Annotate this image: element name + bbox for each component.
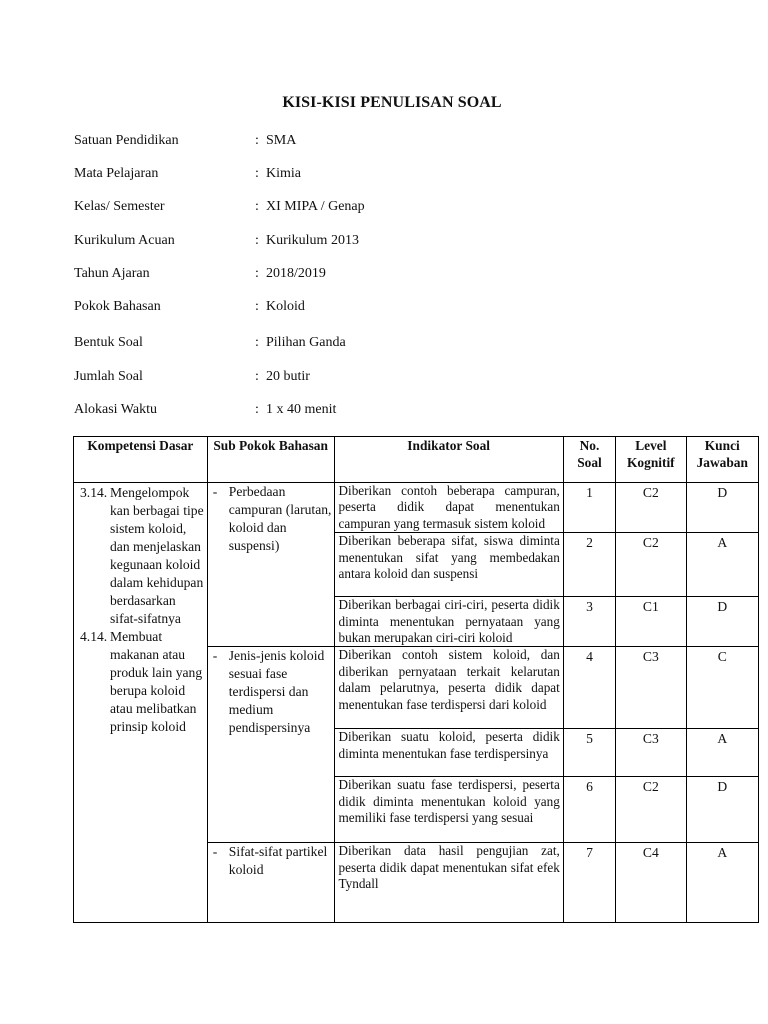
no-soal-cell: 4: [563, 647, 615, 729]
info-colon: :: [255, 233, 259, 248]
info-colon: :: [255, 199, 259, 214]
info-value: Pilihan Ganda: [266, 335, 346, 350]
no-soal-cell: 2: [563, 533, 615, 597]
kd-text-first: Membuat: [110, 629, 163, 644]
info-value: Koloid: [266, 299, 305, 314]
info-colon: :: [255, 299, 259, 314]
kunci-jawaban-cell: D: [686, 483, 758, 533]
no-soal-cell: 6: [563, 777, 615, 843]
info-label: Pokok Bahasan: [74, 299, 161, 314]
level-kognitif-cell: C3: [616, 729, 686, 777]
info-label: Bentuk Soal: [74, 335, 143, 350]
kunci-jawaban-cell: C: [686, 647, 758, 729]
header-sub-pokok-bahasan: Sub Pokok Bahasan: [207, 437, 334, 483]
header-kompetensi-dasar: Kompetensi Dasar: [74, 437, 208, 483]
sub-pokok-item: [212, 647, 332, 737]
no-soal-cell: 3: [563, 597, 615, 647]
header-kunci-jawaban: Kunci Jawaban: [686, 437, 758, 483]
level-kognitif-cell: C1: [616, 597, 686, 647]
info-value: 20 butir: [266, 369, 310, 384]
info-label: Alokasi Waktu: [74, 402, 157, 417]
info-colon: :: [255, 402, 259, 417]
header-indikator-soal: Indikator Soal: [334, 437, 563, 483]
info-colon: :: [255, 335, 259, 350]
info-label: Tahun Ajaran: [74, 266, 150, 281]
kd-number: 3.14.: [80, 485, 108, 500]
dash-bullet: -: [212, 648, 218, 664]
kd-item: [80, 628, 204, 736]
kisi-kisi-table: [73, 436, 759, 923]
table-header-row: [74, 437, 759, 483]
kunci-jawaban-cell: A: [686, 843, 758, 923]
level-kognitif-cell: C2: [616, 777, 686, 843]
kd-text-first: Mengelompok: [110, 485, 190, 500]
info-colon: :: [255, 166, 259, 181]
info-value: SMA: [266, 133, 297, 148]
kd-text: makanan atau produk lain yang berupa koloid atau melibatkan prinsip koloid: [110, 647, 203, 734]
indikator-cell: Diberikan suatu fase terdispersi, peserta didik diminta menentukan koloid yang memiliki fase terdispersi yang sesuai: [334, 777, 563, 843]
sub-pokok-cell: [207, 843, 334, 923]
kd-text: kan berbagai tipe sistem koloid, dan menjelaskan kegunaan koloid dalam kehidupan berdasarkan sifat-sifatnya: [110, 503, 204, 626]
document-title: KISI-KISI PENULISAN SOAL: [282, 94, 502, 111]
sub-pokok-cell: [207, 647, 334, 843]
info-value: 1 x 40 menit: [266, 402, 337, 417]
sub-pokok-text: Jenis-jenis koloid sesuai fase terdispersi dan medium pendispersinya: [228, 648, 325, 736]
info-label: Mata Pelajaran: [74, 166, 159, 181]
sub-pokok-cell: [207, 483, 334, 647]
sub-pokok-item: [212, 843, 332, 879]
header-no-soal: No. Soal: [563, 437, 615, 483]
info-value: XI MIPA / Genap: [266, 199, 365, 214]
dash-bullet: -: [212, 844, 218, 860]
sub-pokok-text: Sifat-sifat partikel koloid: [228, 844, 328, 878]
header-level-kognitif: Level Kognitif: [616, 437, 686, 483]
kunci-jawaban-cell: D: [686, 597, 758, 647]
info-label: Kelas/ Semester: [74, 199, 165, 214]
info-colon: :: [255, 369, 259, 384]
no-soal-cell: 5: [563, 729, 615, 777]
level-kognitif-cell: C2: [616, 483, 686, 533]
kunci-jawaban-cell: D: [686, 777, 758, 843]
table-row: [74, 483, 759, 533]
info-value: Kimia: [266, 166, 301, 181]
kunci-jawaban-cell: A: [686, 729, 758, 777]
info-label: Jumlah Soal: [74, 369, 143, 384]
dash-bullet: -: [212, 484, 218, 499]
info-colon: :: [255, 266, 259, 281]
level-kognitif-cell: C3: [616, 647, 686, 729]
sub-pokok-text: Perbedaan campuran (larutan, koloid dan suspensi): [228, 484, 332, 553]
kd-number: 4.14.: [80, 629, 108, 644]
no-soal-cell: 1: [563, 483, 615, 533]
indikator-cell: Diberikan beberapa sifat, siswa diminta menentukan sifat yang membedakan antara koloid dan suspensi: [334, 533, 563, 597]
indikator-cell: Diberikan contoh beberapa campuran, peserta didik dapat menentukan campuran yang termasuk sistem koloid: [334, 483, 563, 533]
indikator-cell: Diberikan data hasil pengujian zat, peserta didik dapat menentukan sifat efek Tyndall: [334, 843, 563, 923]
indikator-cell: Diberikan berbagai ciri-ciri, peserta didik diminta menentukan pernyataan yang bukan merupakan ciri-ciri koloid: [334, 597, 563, 647]
info-value: 2018/2019: [266, 266, 326, 281]
sub-pokok-item: [212, 483, 332, 555]
info-colon: :: [255, 133, 259, 148]
indikator-cell: Diberikan contoh sistem koloid, dan diberikan pernyataan terkait kelarutan dalam pelarutnya, peserta didik dapat menentukan fase terdispersi dari koloid: [334, 647, 563, 729]
info-value: Kurikulum 2013: [266, 233, 359, 248]
info-label: Kurikulum Acuan: [74, 233, 175, 248]
level-kognitif-cell: C2: [616, 533, 686, 597]
kunci-jawaban-cell: A: [686, 533, 758, 597]
info-label: Satuan Pendidikan: [74, 133, 179, 148]
level-kognitif-cell: C4: [616, 843, 686, 923]
indikator-cell: Diberikan suatu koloid, peserta didik diminta menentukan fase terdispersinya: [334, 729, 563, 777]
no-soal-cell: 7: [563, 843, 615, 923]
kompetensi-dasar-cell: [74, 483, 208, 923]
kd-item: [80, 484, 204, 628]
